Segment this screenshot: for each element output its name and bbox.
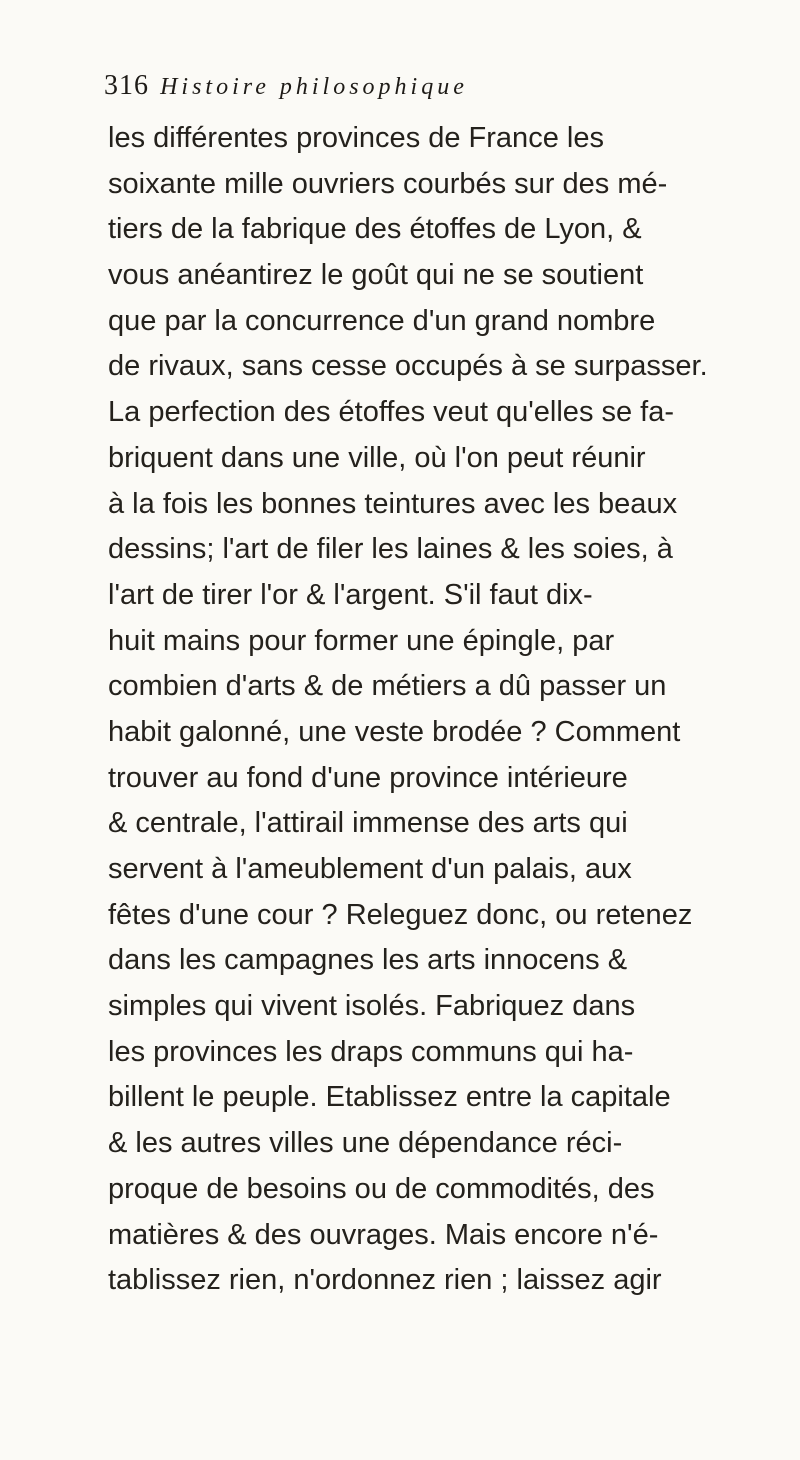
text-line: trouver au fond d'une province intérieure bbox=[108, 761, 628, 794]
text-line: vous anéantirez le goût qui ne se soutient bbox=[108, 259, 644, 292]
text-line: tiers de la fabrique des étoffes de Lyon, & bbox=[108, 213, 642, 246]
text-line: simples qui vivent isolés. Fabriquez dans bbox=[108, 990, 636, 1023]
text-line: l'art de tirer l'or & l'argent. S'il faut dix- bbox=[108, 578, 593, 611]
text-line: billent le peuple. Etablissez entre la capitale bbox=[108, 1081, 671, 1114]
text-line: proque de besoins ou de commodités, des bbox=[108, 1172, 655, 1205]
text-line: combien d'arts & de métiers a dû passer un bbox=[108, 670, 667, 703]
text-line: servent à l'ameublement d'un palais, aux bbox=[108, 853, 632, 885]
text-line: que par la concurrence d'un grand nombre bbox=[108, 304, 656, 337]
text-line: & centrale, l'attirail immense des arts qui bbox=[108, 807, 628, 840]
text-line: à la fois les bonnes teintures avec les beaux bbox=[108, 487, 678, 520]
text-line: La perfection des étoffes veut qu'elles se fa- bbox=[108, 396, 675, 429]
text-line: matières & des ouvrages. Mais encore n'é- bbox=[108, 1218, 659, 1251]
text-line: tablissez rien, n'ordonnez rien ; laissez agir bbox=[108, 1264, 662, 1297]
text-line: dessins; l'art de filer les laines & les soies, à bbox=[108, 533, 673, 566]
text-line: les provinces les draps communs qui ha- bbox=[108, 1035, 634, 1068]
text-line: soixante mille ouvriers courbés sur des mé- bbox=[108, 167, 668, 200]
text-line: huit mains pour former une épingle, par bbox=[108, 624, 615, 657]
page-number: 316 bbox=[104, 70, 149, 101]
text-line: briquent dans une ville, où l'on peut réunir bbox=[108, 441, 646, 474]
body-text bbox=[108, 116, 748, 1304]
text-line: les différentes provinces de France les bbox=[108, 122, 604, 154]
text-line: de rivaux, sans cesse occupés à se surpasser. bbox=[108, 350, 708, 383]
text-line: fêtes d'une cour ? Releguez donc, ou retenez bbox=[108, 898, 693, 931]
text-line: habit galonné, une veste brodée ? Comment bbox=[108, 715, 681, 748]
running-title: Histoire philosophique bbox=[160, 74, 468, 100]
text-line: & les autres villes une dépendance réci- bbox=[108, 1127, 623, 1160]
running-head bbox=[104, 70, 744, 110]
text-line: dans les campagnes les arts innocens & bbox=[108, 944, 628, 977]
